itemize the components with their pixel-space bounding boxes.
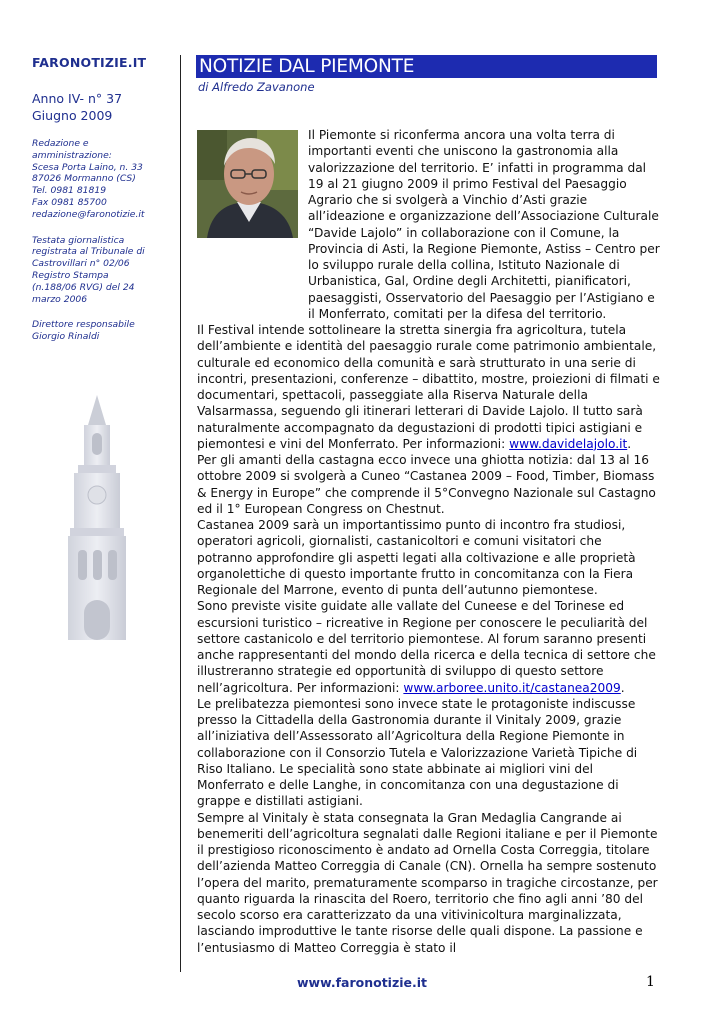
- byline: di Alfredo Zavanone: [198, 80, 315, 94]
- redazione-line: Fax 0981 85700: [32, 196, 107, 208]
- davidelajolo-link[interactable]: www.davidelajolo.it: [509, 436, 628, 451]
- direttore-name: Giorgio Rinaldi: [32, 331, 100, 343]
- paragraph: Castanea 2009 sarà un importantissimo punto di incontro fra studiosi, operatori agricoli, giornalisti, castanicoltori e comuni visitatori che potranno approfondire gli aspetti legati alla coltivazione e alle proprietà organolettiche di questo importante frutto in concomitanza con la Fiera Regionale del Marrone, evento di punta dell’autunno piemontese.: [197, 518, 636, 597]
- direttore-block: [32, 319, 172, 343]
- issue-date: Giugno 2009: [32, 108, 113, 123]
- paragraph-text: Sono previste visite guidate alle vallate del Cuneese e del Torinese ed escursioni turistico – ricreative in Regione per conoscere le peculiarità del settore castanicolo e del territorio piemontese. Al forum saranno presenti anche rappresentanti del mondo della ricerca e della tecnica di settore che illustreranno strategie ed opportunità di sviluppo di questo settore nell’agricoltura. Per informazioni:: [197, 599, 656, 695]
- redazione-block: [32, 138, 172, 221]
- testata-line: registrata al Tribunale di: [32, 246, 145, 258]
- paragraph-text: .: [627, 436, 632, 451]
- testata-line: Registro Stampa: [32, 269, 109, 281]
- article-title: NOTIZIE DAL PIEMONTE: [199, 56, 415, 77]
- redazione-line: Redazione e: [32, 138, 89, 149]
- footer-url[interactable]: www.faronotizie.it: [296, 975, 427, 990]
- sidebar: [32, 55, 172, 343]
- paragraph: Le prelibatezza piemontesi sono invece state le protagoniste indiscusse presso la Cittadella della Gastronomia durante il Vinitaly 2009, grazie all’iniziativa dell’Assessorato all’Agricoltura della Regione Piemonte in collaborazione con il Consorzio Tutela e Valorizzazione Varietà Tipiche di Riso Italiano. Le specialità sono state abbinate ai migliori vini del Monferrato e delle Langhe, in concomitanza con una degustazione di grappe e distillati astigiani.: [197, 696, 638, 809]
- redazione-line: 87026 Mormanno (CS): [32, 173, 136, 185]
- article-body: [197, 127, 660, 956]
- paragraph: Sempre al Vinitaly è stata consegnata la Gran Medaglia Cangrande ai benemeriti dell’agricoltura segnalati dalle Regioni italiane e per il Piemonte il prestigioso riconoscimento è andato ad Ornella Costa Correggia, titolare dell’azienda Matteo Correggia di Canale (CN). Ornella ha sempre sostenuto l’opera del marito, prematuramente scomparso in tragiche circostanze, per quanto riguarda la rinascita del Roero, territorio che fino agli anni ’80 del secolo scorso era caratterizzato da una vitivinicoltura marginalizzata, lasciando improduttive le tante risorse delle quali dispone. La passione e l’entusiasmo di Matteo Correggia è stato il: [197, 810, 658, 955]
- paragraph: [197, 598, 660, 696]
- page-number: 1: [646, 974, 655, 990]
- redazione-line: Tel. 0981 81819: [32, 185, 107, 197]
- testata-line: Testata giornalistica: [32, 234, 125, 246]
- redazione-line: amministrazione:: [32, 149, 112, 161]
- testata-line: Castrovillari n° 02/06: [32, 258, 130, 270]
- lighthouse-tower-image: [50, 395, 145, 640]
- paragraph-text: .: [620, 680, 625, 695]
- column-divider: [180, 55, 181, 972]
- castanea-link[interactable]: www.arboree.unito.it/castanea2009: [403, 680, 621, 695]
- testata-line: marzo 2006: [32, 293, 88, 305]
- issue-info: [32, 90, 172, 124]
- article-title-bar: [196, 55, 657, 78]
- paragraph-text: Il Festival intende sottolineare la stretta sinergia fra agricoltura, tutela dell’ambiente e identità del paesaggio rurale come patrimonio ambientale, culturale ed economico della comunità e sarà strutturato in una serie di incontri, presentazioni, conferenze – dibattito, mostre, proiezioni di filmati e documentari, spettacoli, passeggiate alla Riserva Naturale della Valsarmassa, seguendo gli itinerari letterari di Davide Lajolo. Il tutto sarà naturalmente accompagnato da degustazioni di prodotti tipici astigiani e piemontesi e vini del Monferrato. Per informazioni:: [197, 323, 660, 451]
- paragraph: Il Piemonte si riconferma ancora una volta terra di importanti eventi che uniscono la gastronomia alla valorizzazione del territorio. E’ infatti in programma dal 19 al 21 giugno 2009 il primo Festival del Paesaggio Agrario che si svolgerà a Vinchio d’Asti grazie all’ideazione e organizzazione dell’Associazione Culturale “Davide Lajolo” in collaborazione con il Comune, la Provincia di Asti, la Regione Piemonte, Astiss – Centro per lo sviluppo rurale della collina, Istituto Nazionale di Urbanistica, Gal, Ordine degli Architetti, pianificatori, paesaggisti, Osservatorio del Paesaggio per l’Astigiano e il Monferrato, comitati per la difesa del territorio.: [308, 128, 660, 321]
- redazione-line: Scesa Porta Laino, n. 33: [32, 161, 143, 173]
- paragraph: Per gli amanti della castagna ecco invece una ghiotta notizia: dal 13 al 16 ottobre 2009 si svolgerà a Cuneo “Castanea 2009 – Food, Timber, Biomass & Energy in Europe” che comprende il 5°Convegno Nazionale sul Castagno ed il 1° European Congress on Chestnut.: [197, 453, 656, 516]
- paragraph: [197, 322, 660, 452]
- testata-block: [32, 235, 172, 306]
- direttore-label: Direttore responsabile: [32, 319, 135, 331]
- brand-name: FARONOTIZIE.IT: [32, 55, 147, 70]
- issue-number: Anno IV- n° 37: [32, 91, 123, 106]
- testata-line: (n.188/06 RVG) del 24: [32, 281, 135, 293]
- redazione-email: redazione@faronotizie.it: [32, 208, 145, 220]
